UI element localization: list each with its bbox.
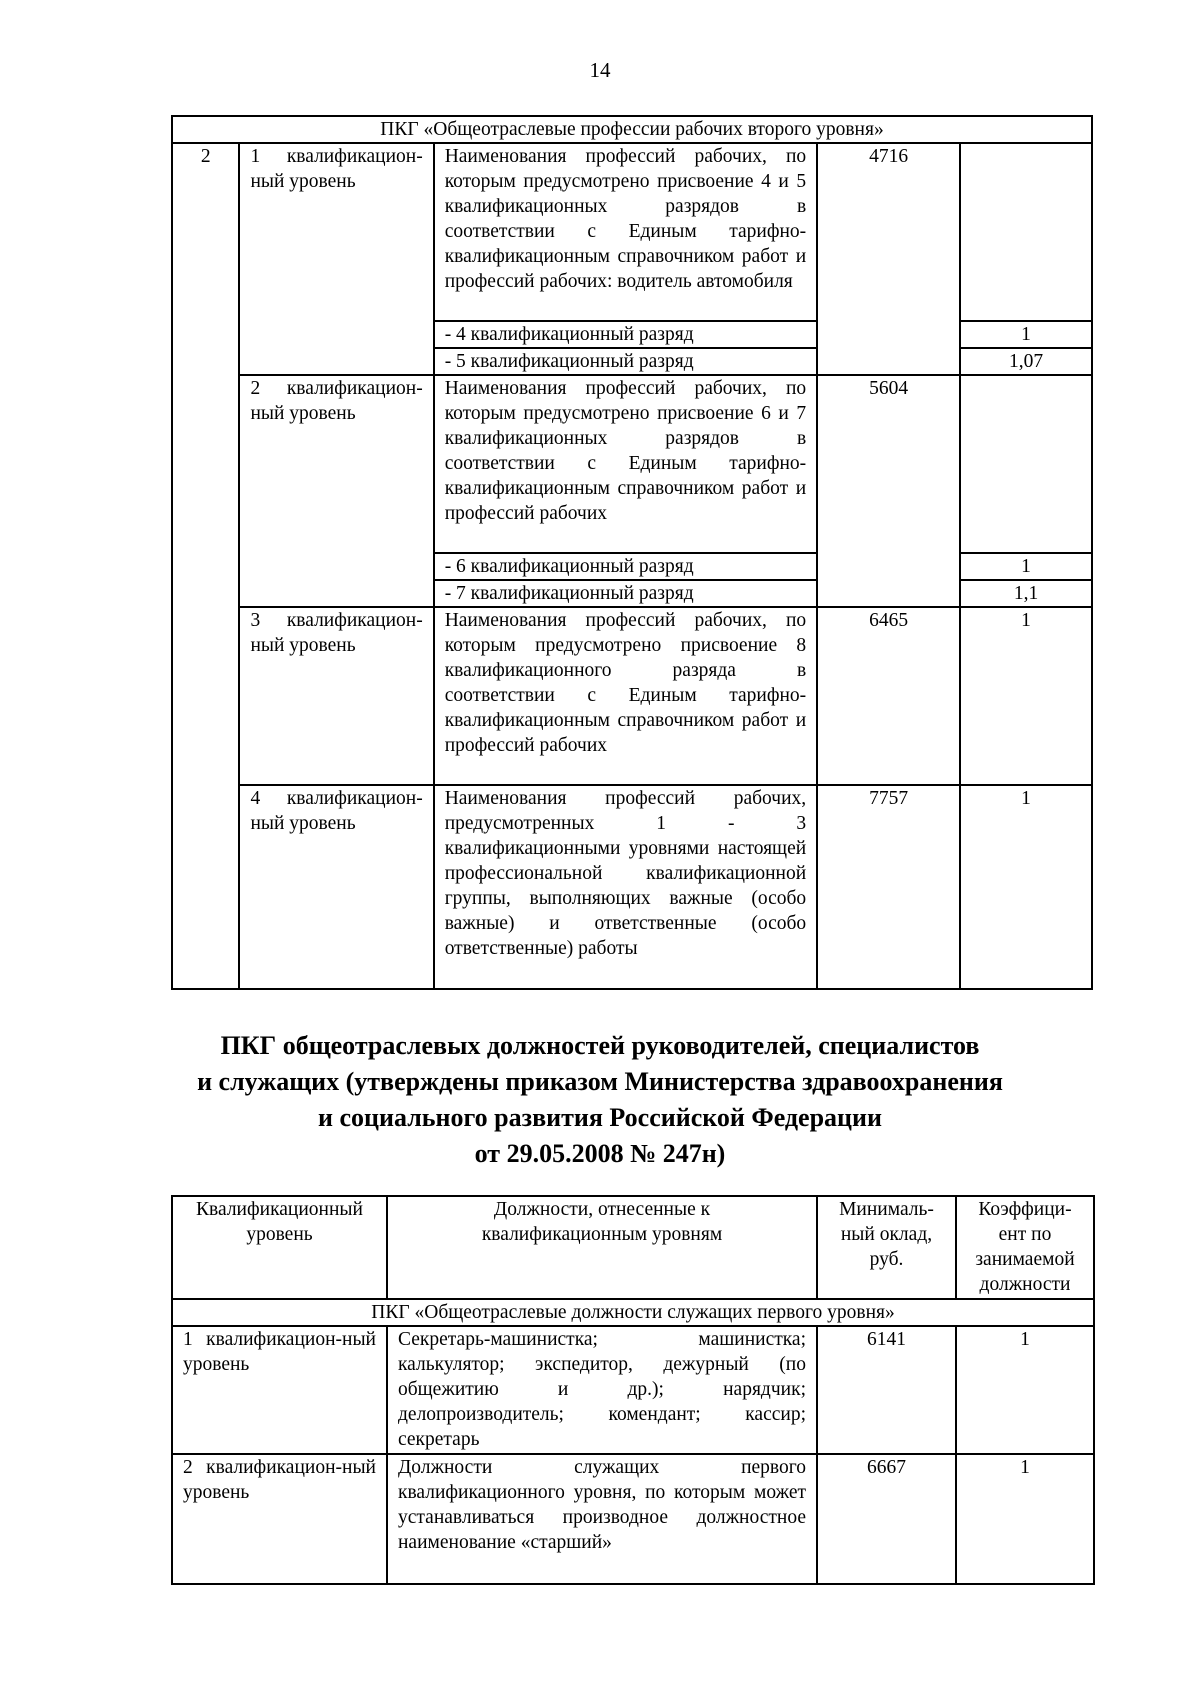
table-row [172, 375, 1092, 553]
profession-description: Наименования профессий рабочих, по которым предусмотрено присвоение 6 и 7 квалификационных разрядов в соответствии с Единым тарифно-квалификационным справочником работ и профессий рабочих [434, 375, 817, 553]
salary: 5604 [817, 375, 960, 607]
qualification-level: 3 квалификацион-ный уровень [239, 607, 433, 785]
table-row [172, 1454, 1094, 1584]
header-positions: Должности, отнесенные к квалификационным уровням [387, 1196, 817, 1299]
coefficient: 1 [960, 321, 1092, 348]
salary: 6667 [817, 1454, 956, 1584]
page-number: 14 [589, 58, 611, 82]
section-title-line: от 29.05.2008 № 247н) [474, 1139, 726, 1168]
header-level: Квалификационный уровень [172, 1196, 387, 1299]
section-title-line: ПКГ общеотраслевых должностей руководителей, специалистов [220, 1031, 980, 1060]
coefficient: 1 [956, 1454, 1094, 1584]
salary: 7757 [817, 785, 960, 989]
grade-label: - 4 квалификационный разряд [434, 321, 817, 348]
grade-label: - 7 квалификационный разряд [434, 580, 817, 607]
row-number: 2 [172, 143, 239, 989]
section-title [0, 1028, 1200, 1172]
coefficient: 1 [956, 1326, 1094, 1454]
qualification-level: 1 квалификацион-ный уровень [172, 1326, 387, 1454]
workers-professions-table [171, 115, 1093, 990]
empty-cell [960, 375, 1092, 553]
group-header: ПКГ «Общеотраслевые должности служащих первого уровня» [172, 1299, 1094, 1326]
coefficient: 1,1 [960, 580, 1092, 607]
profession-description: Наименования профессий рабочих, по которым предусмотрено присвоение 8 квалификационного разряда в соответствии с Единым тарифно-квалификационным справочником работ и профессий рабочих [434, 607, 817, 785]
coefficient: 1,07 [960, 348, 1092, 375]
coefficient: 1 [960, 607, 1092, 785]
profession-description: Наименования профессий рабочих, по которым предусмотрено присвоение 4 и 5 квалификационных разрядов в соответствии с Единым тарифно-квалификационным справочником работ и профессий рабочих: водитель автомобиля [434, 143, 817, 321]
group-header-row [172, 1299, 1094, 1326]
salary: 6141 [817, 1326, 956, 1454]
header-row [172, 1196, 1094, 1299]
grade-label: - 6 квалификационный разряд [434, 553, 817, 580]
header-coefficient: Коэффици-ент по занимаемой должности [956, 1196, 1094, 1299]
qualification-level: 1 квалификацион-ный уровень [239, 143, 433, 375]
coefficient: 1 [960, 785, 1092, 989]
positions: Секретарь-машинистка; машинистка; калькулятор; экспедитор, дежурный (по общежитию и др.); нарядчик; делопроизводитель; комендант; кассир; секретарь [387, 1326, 817, 1454]
group-header: ПКГ «Общеотраслевые профессии рабочих второго уровня» [172, 116, 1092, 143]
coefficient: 1 [960, 553, 1092, 580]
positions: Должности служащих первого квалификационного уровня, по которым может устанавливаться производное должностное наименование «старший» [387, 1454, 817, 1584]
profession-description: Наименования профессий рабочих, предусмотренных 1 - 3 квалификационными уровнями настоящей профессиональной квалификационной группы, выполняющих важные (особо важные) и ответственные (особо ответственные) работы [434, 785, 817, 989]
salary: 4716 [817, 143, 960, 375]
table-row [172, 1326, 1094, 1454]
table-row [172, 607, 1092, 785]
section-title-line: и социального развития Российской Федерации [318, 1103, 882, 1132]
qualification-level: 2 квалификацион-ный уровень [172, 1454, 387, 1584]
employees-positions-table [171, 1195, 1095, 1585]
table-row [172, 143, 1092, 321]
empty-cell [960, 143, 1092, 321]
section-title-line: и служащих (утверждены приказом Министерства здравоохранения [197, 1067, 1003, 1096]
qualification-level: 4 квалификацион-ный уровень [239, 785, 433, 989]
group-header-row [172, 116, 1092, 143]
qualification-level: 2 квалификацион-ный уровень [239, 375, 433, 607]
table-row [172, 785, 1092, 989]
grade-label: - 5 квалификационный разряд [434, 348, 817, 375]
salary: 6465 [817, 607, 960, 785]
header-salary: Минималь-ный оклад, руб. [817, 1196, 956, 1299]
